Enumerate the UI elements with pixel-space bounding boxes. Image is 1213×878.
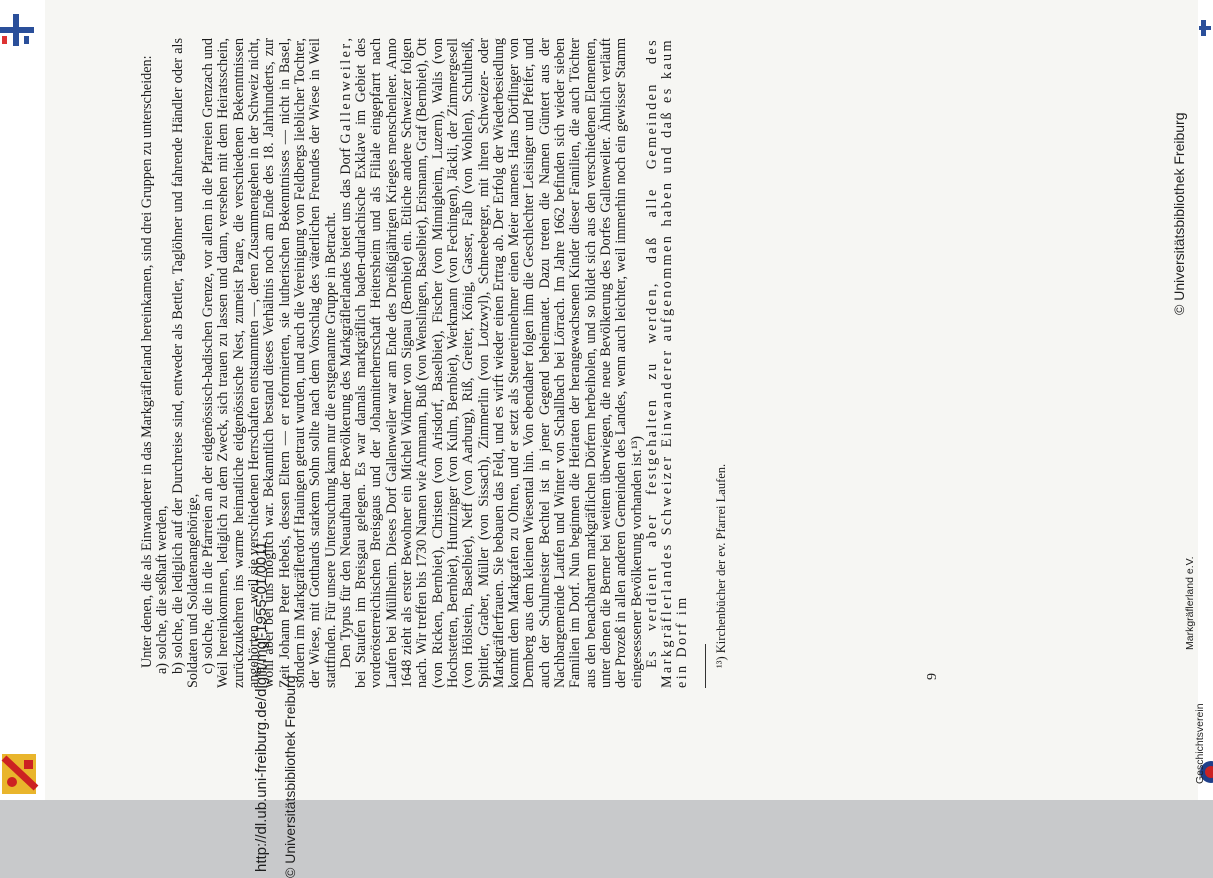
page-number: 9 — [925, 673, 940, 680]
society-label: Geschichtsverein — [1194, 703, 1206, 784]
copyright-line: © Universitätsbibliothek Freiburg — [282, 675, 298, 878]
document-page — [45, 0, 1206, 878]
left-margin-strip — [0, 0, 45, 800]
list-item: a) solche, die seßhaft werden, — [154, 505, 171, 674]
body-text — [140, 38, 728, 688]
list-item: c) solche, die in die Pfarreien an der eidgenössisch-badischen Grenze, vor allem in die Pfarreien Grenzach und Weil hereinkommen, lediglich zu dem Zweck, sich trauen zu lassen und dann, versehen mit dem Heiratsschein, zurückzukehren ins warme heimatliche eidgenössische Nest, zumeist Paare, die verschiedenen Bekenntnissen angehörten — weil sie verschiedenen Herrschaften entstammten —, deren Zusammengehen in der Schweiz nicht, wohl aber bei uns möglich war. Bekanntlich bestand dieses Verhältnis noch am Ende des 18. Jahrhunderts, zur Zeit Johann Peter Hebels, dessen Eltern — er reformierten, sie lutherischen Bekenntnisses — nicht in Basel, sondern im Markgräflerdorf Hauingen getraut wurden, und auch die Vereinigung von Feldbergs lieblicher Tochter, der Wiese, mit Gotthards starkem Sohn sollte nach dem Vorschlag des väterlichen Freundes der Wiese in Weil stattfinden. Für unsere Untersuchung kann nur die erstgenannte Gruppe in Betracht. — [200, 38, 339, 688]
rotated-page-content — [45, 0, 1206, 878]
spaced-place-name: Gallenweiler — [337, 41, 354, 144]
right-margin-strip — [1198, 0, 1213, 800]
footnote: ¹³) Kirchenbücher der ev. Pfarrei Laufen. — [713, 463, 728, 668]
ub-logo-small-icon — [1199, 20, 1211, 36]
society-label-2: Markgräflerland e.V. — [1184, 556, 1196, 650]
copyright-line-top: © Universitätsbibliothek Freiburg — [1171, 112, 1187, 315]
paragraph: Unter denen, die als Einwanderer in das Markgräflerland hereinkamen, sind drei Gruppen zu unterscheiden: — [139, 55, 155, 668]
paragraph-text: , bei Staufen im Breisgau gelegen. Es war damals markgräflich baden-durlachische Exklave im Gebiet des vorderösterreichischen Breisgaus und der Johanniterherrschaft Heitersheim und als Filiale eingepfarrt nach Laufen bei Müllheim. Dieses Dorf Gallenweiler war am Ende des Dreißigjährigen Krieges menschenleer. Anno 1648 zieht als erster Bewohner ein Michel Widmer von Signau (Bernbiet) ein. Etliche andere Schweizer folgen nach. Wir treffen bis 1730 Namen wie Ammann, Buß (von Wenslingen, Baselbiet), Erismann, Graf (Bernbiet), Ott (von Ricken, Bernbiet), Christen (von Arisdorf, Baselbiet), Fischer (von Minnigheim, Luzern), Walis (von Hochstetten, Bernbiet), Huntzinger (von Kulm, Bernbiet), Werkmann (von Fechingen), Jäckli, der Zimmergesell (von Hölstein, Baselbiet), Neff (von Aarburg), Riß, Greiter, König, Gasser, Falb (von Wohlen), Schultheiß, Spittler, Graber, Müller (von Sissach), Zimmerlin (von Lotzwyl), Schneeberger, mit ihren Schweizer- oder Markgräflerfrauen. Sie bebauen das Feld, und es wirft wieder einen Ertrag ab. Der Erfolg der Wiederbesiedlung kommt dem Markgrafen zu Ohren, und er setzt als Steuereinnehmer einen Meier namens Hans Dörflinger von Demberg aus dem kleinen Wiesental hin. Von ebendaher folgen ihm die Geschlechter Leisinger und Pfeifer, und auch der Schulmeister Bechtel ist in jener Gegend beheimatet. Dazu treten die Namen Güntert aus der Nachbargemeinde Laufen und Winter von Schallbach bei Lörrach. Im Jahre 1662 befinden sich wieder sieben Familien im Dorf. Nun beginnen die Heiraten der herangewachsenen Kinder dieser Familien, die auch Töchter aus den benachbarten markgräflichen Dörfern herbeiholen, und so bildet sich aus den verschiedenen Elementen, unter denen die Berner bei weitem überwiegen, die neue Bevölkerung des Dorfes Gallenweiler. Ähnlich verläuft der Prozeß in allen anderen Gemeinden des Landes, wenn auch leichter, weil immerhin noch ein gewisser Stamm eingesessener Bevölkerung vorhanden ist.¹³) — [337, 38, 645, 688]
source-url[interactable]: http://dl.ub.uni-freiburg.de/diglit/mgl-1955-01/0011 — [253, 541, 270, 872]
ub-logo-icon — [0, 10, 40, 50]
paragraph — [339, 38, 645, 688]
paragraph-spaced: Es verdient aber festgehalten zu werden, daß alle Gemeinden des Markgräflerlandes Schweizer Einwanderer aufgenommen haben und daß es kaum ein Dorf im — [643, 38, 691, 688]
footnote-rule — [705, 644, 706, 688]
coat-of-arms-icon — [0, 752, 40, 800]
paragraph-text: Den Typus für den Neuaufbau der Bevölkerung des Markgräflerlandes bietet uns das Dorf — [337, 143, 354, 668]
list-item: b) solche, die lediglich auf der Durchreise sind, entweder als Bettler, Taglöhner und fahrende Händler oder als Soldaten und Soldatenangehörige, — [169, 38, 201, 688]
